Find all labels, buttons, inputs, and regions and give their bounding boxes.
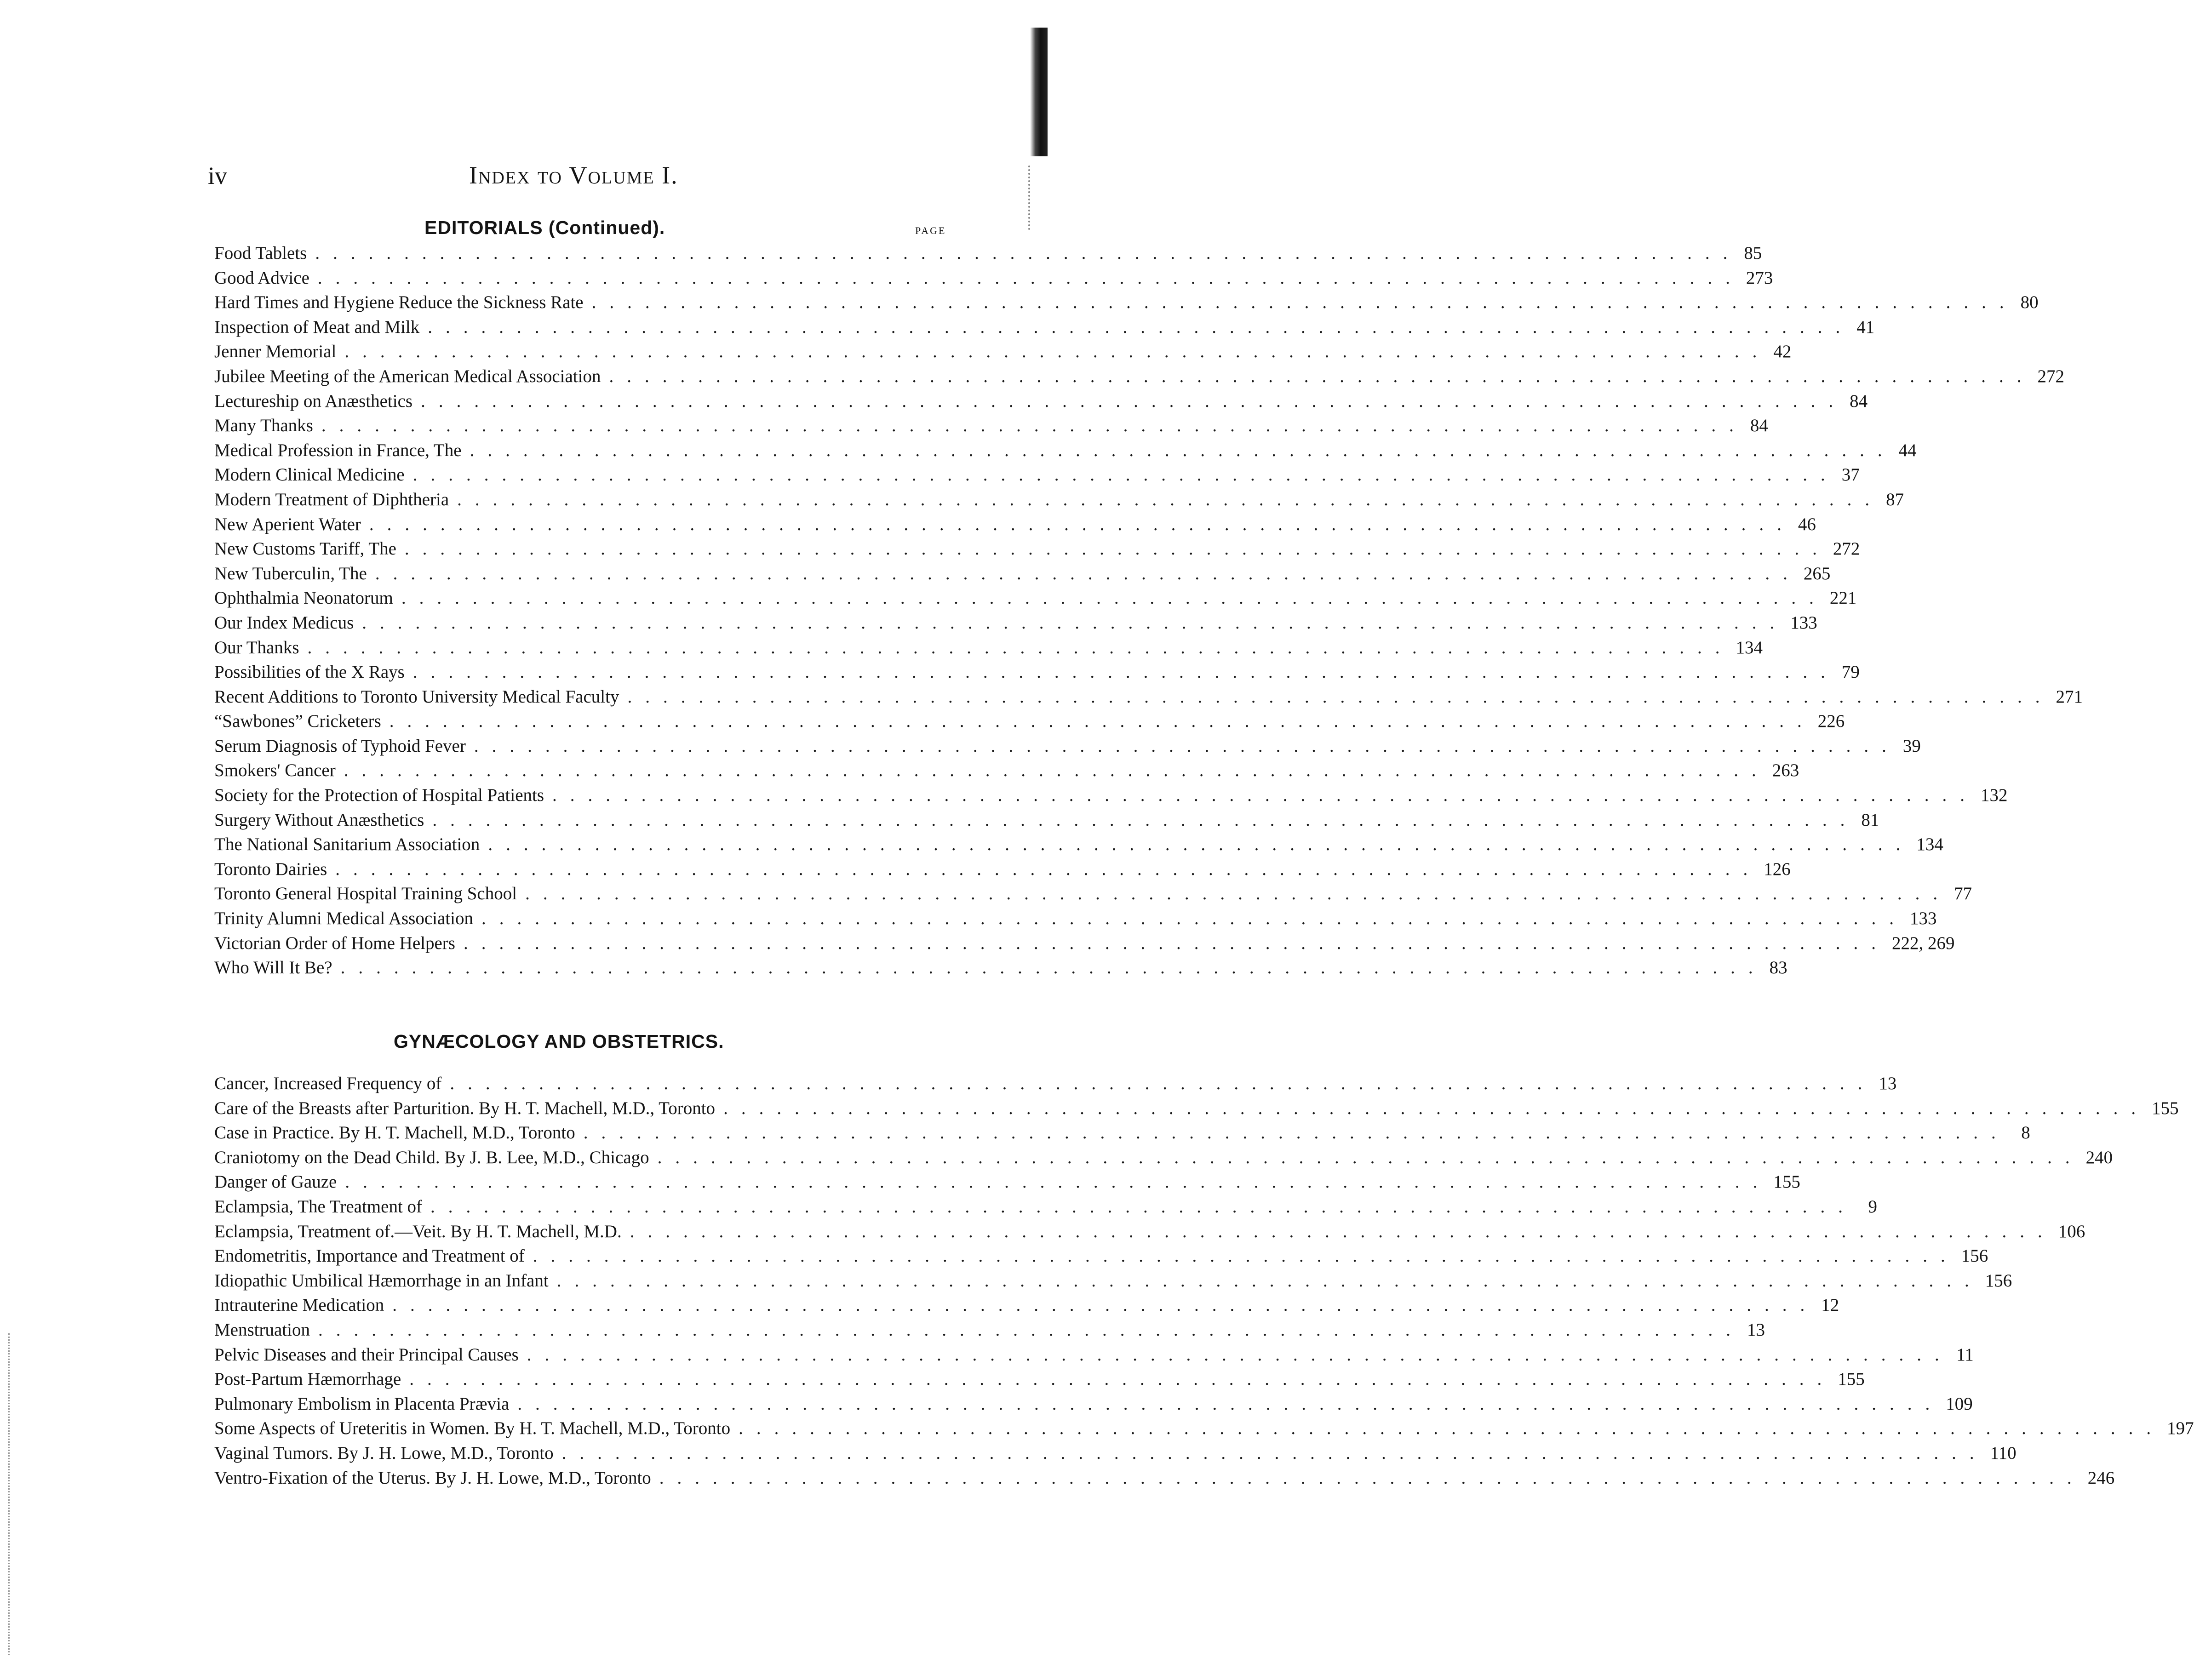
index-entry: [214, 857, 1791, 882]
entry-title: Pulmonary Embolism in Placenta Prævia: [214, 1394, 510, 1414]
dot-leader: ................................................................................: [404, 539, 1830, 559]
entry-page-number: 44: [1898, 440, 1917, 460]
entry-title: Post-Partum Hæmorrhage: [214, 1369, 401, 1389]
index-entry: [214, 955, 1787, 980]
entry-page-number: 246: [2087, 1468, 2115, 1488]
dot-leader: ................................................................................: [627, 686, 2053, 707]
entry-title: Cancer, Increased Frequency of: [214, 1074, 442, 1093]
entry-title: Eclampsia, The Treatment of: [214, 1196, 423, 1217]
dot-leader: ................................................................................: [450, 1074, 1876, 1093]
entry-title: Our Index Medicus: [214, 612, 354, 633]
index-entry: [214, 1343, 1974, 1367]
dot-leader: ................................................................................: [657, 1147, 2083, 1167]
entry-title: Who Will It Be?: [214, 958, 332, 978]
scan-edge-specks: [1028, 166, 1041, 230]
dot-leader: ................................................................................: [389, 711, 1815, 731]
dot-leader: ................................................................................: [481, 909, 1907, 929]
dot-leader: ................................................................................: [392, 1295, 1818, 1315]
index-entry: [214, 586, 1857, 611]
index-entry: [214, 1416, 2194, 1441]
entry-title: Vaginal Tumors. By J. H. Lowe, M.D., Toronto: [214, 1443, 554, 1463]
entry-page-number: 11: [1956, 1344, 1974, 1365]
index-entry: [214, 1293, 1839, 1318]
entry-title: Jubilee Meeting of the American Medical Association: [214, 366, 601, 386]
entry-title: New Tuberculin, The: [214, 563, 367, 583]
dot-leader: ................................................................................: [552, 785, 1978, 806]
entry-title: Surgery Without Anæsthetics: [214, 810, 424, 830]
entry-title: “Sawbones” Cricketers: [214, 711, 381, 731]
entry-page-number: 84: [1850, 391, 1868, 411]
index-entry: [214, 389, 1868, 414]
entry-title: Possibilities of the X Rays: [214, 662, 405, 682]
dot-leader: ................................................................................: [525, 884, 1951, 904]
index-entry: [214, 413, 1768, 438]
entry-page-number: 265: [1803, 563, 1831, 583]
dot-leader: ................................................................................: [315, 243, 1741, 263]
dot-leader: ................................................................................: [527, 1344, 1953, 1365]
entry-page-number: 155: [1773, 1172, 1800, 1192]
entry-page-number: 197: [2167, 1418, 2194, 1439]
entry-page-number: 240: [2085, 1147, 2113, 1167]
index-entry: [214, 734, 1921, 759]
index-entry: [214, 1096, 2179, 1121]
entry-title: Jenner Memorial: [214, 342, 337, 362]
dot-leader: ................................................................................: [340, 958, 1766, 978]
entry-title: Many Thanks: [214, 416, 313, 436]
index-entry: [214, 881, 1972, 906]
dot-leader: ................................................................................: [369, 514, 1795, 534]
scan-margin-specks: [8, 1333, 23, 1655]
index-entry: [214, 758, 1799, 783]
entry-title: Care of the Breasts after Parturition. By H. T. Machell, M.D., Toronto: [214, 1098, 716, 1118]
entry-page-number: 85: [1744, 243, 1762, 263]
index-entry: [214, 1194, 1878, 1219]
dot-leader: ................................................................................: [630, 1221, 2056, 1241]
entry-page-number: 39: [1902, 736, 1921, 756]
entry-page-number: 13: [1747, 1320, 1765, 1340]
entry-page-number: 272: [2037, 366, 2064, 386]
scan-edge-mark: [1030, 28, 1048, 156]
index-entry: [214, 1145, 2113, 1170]
entry-title: Craniotomy on the Dead Child. By J. B. Lee, M.D., Chicago: [214, 1147, 649, 1167]
gynaecology-entry-list: [214, 1071, 2194, 1490]
entry-page-number: 263: [1772, 760, 1799, 781]
dot-leader: ................................................................................: [470, 440, 1896, 460]
dot-leader: ................................................................................: [463, 933, 1889, 953]
index-entry: [214, 1466, 2115, 1491]
dot-leader: ................................................................................: [321, 416, 1747, 436]
entry-title: Recent Additions to Toronto University Medical Faculty: [214, 686, 619, 707]
dot-leader: ................................................................................: [412, 465, 1839, 485]
entry-page-number: 226: [1817, 711, 1845, 731]
entry-page-number: 81: [1861, 810, 1879, 830]
entry-page-number: 8: [2021, 1123, 2030, 1143]
dot-leader: ................................................................................: [375, 563, 1801, 583]
index-entry: [214, 1392, 1973, 1417]
index-entry: [214, 315, 1875, 340]
index-entry: [214, 709, 1845, 734]
entry-page-number: 37: [1841, 465, 1860, 485]
entry-page-number: 106: [2058, 1221, 2085, 1241]
entry-page-number: 126: [1764, 859, 1791, 879]
index-entry: [214, 1244, 1988, 1269]
entry-title: Ophthalmia Neonatorum: [214, 588, 393, 608]
entry-title: Our Thanks: [214, 637, 299, 657]
entry-title: New Customs Tariff, The: [214, 539, 396, 559]
dot-leader: ................................................................................: [533, 1246, 1959, 1266]
entry-title: Medical Profession in France, The: [214, 440, 462, 460]
index-entry: [214, 832, 1943, 857]
entry-page-number: 221: [1829, 588, 1857, 608]
dot-leader: ................................................................................: [583, 1123, 2009, 1143]
index-entry: [214, 1441, 2016, 1466]
dot-leader: ................................................................................: [488, 834, 1914, 855]
entry-title: Food Tablets: [214, 243, 307, 263]
entry-title: Serum Diagnosis of Typhoid Fever: [214, 736, 466, 756]
index-entry: [214, 487, 1904, 512]
index-entry: [214, 339, 1792, 364]
entry-page-number: 155: [1838, 1369, 1865, 1389]
index-entry: [214, 1318, 1765, 1343]
entry-page-number: 42: [1773, 342, 1792, 362]
dot-leader: ................................................................................: [432, 810, 1858, 830]
entry-title: Good Advice: [214, 268, 309, 288]
index-entry: [214, 241, 1762, 266]
index-entry: [214, 512, 1816, 537]
entry-page-number: 41: [1856, 317, 1875, 337]
index-entry: [214, 1269, 2012, 1293]
index-entry: [214, 931, 1955, 956]
dot-leader: ................................................................................: [556, 1270, 1982, 1291]
entry-title: Ventro-Fixation of the Uterus. By J. H. Lowe, M.D., Toronto: [214, 1468, 651, 1488]
entry-page-number: 272: [1833, 539, 1860, 559]
index-entry: [214, 685, 2083, 709]
entry-title: Smokers' Cancer: [214, 760, 336, 781]
dot-leader: ................................................................................: [345, 1172, 1771, 1192]
entry-page-number: 273: [1746, 268, 1773, 288]
entry-page-number: 12: [1821, 1295, 1839, 1315]
running-title: Index to Volume I.: [469, 161, 678, 189]
entry-title: Danger of Gauze: [214, 1172, 337, 1192]
index-entry: [214, 808, 1879, 833]
entry-title: Idiopathic Umbilical Hæmorrhage in an Infant: [214, 1270, 549, 1291]
dot-leader: ................................................................................: [723, 1098, 2149, 1118]
dot-leader: ................................................................................: [659, 1468, 2085, 1488]
entry-page-number: 133: [1910, 909, 1937, 929]
entry-title: Victorian Order of Home Helpers: [214, 933, 455, 953]
entry-title: Case in Practice. By H. T. Machell, M.D., Toronto: [214, 1123, 575, 1143]
dot-leader: ................................................................................: [412, 662, 1839, 682]
entry-title: Modern Treatment of Diphtheria: [214, 489, 449, 509]
index-entry: [214, 1120, 2030, 1145]
entry-page-number: 110: [1990, 1443, 2016, 1463]
index-entry: [214, 266, 1773, 291]
section-heading-gynaecology: GYNÆCOLOGY AND OBSTETRICS.: [394, 1031, 724, 1052]
entry-page-number: 222, 269: [1891, 933, 1955, 953]
entry-page-number: 13: [1879, 1074, 1897, 1093]
dot-leader: ................................................................................: [317, 268, 1743, 288]
editorials-entry-list: [214, 241, 2083, 980]
entry-page-number: 80: [2020, 292, 2039, 313]
dot-leader: ................................................................................: [335, 859, 1761, 879]
index-entry: [214, 635, 1763, 660]
entry-title: Modern Clinical Medicine: [214, 465, 405, 485]
dot-leader: ................................................................................: [344, 342, 1770, 362]
entry-title: Toronto General Hospital Training School: [214, 884, 517, 904]
entry-page-number: 132: [1981, 785, 2008, 806]
dot-leader: ................................................................................: [318, 1320, 1744, 1340]
index-entry: [214, 783, 2008, 808]
entry-page-number: 134: [1916, 834, 1943, 855]
entry-title: Lectureship on Anæsthetics: [214, 391, 413, 411]
dot-leader: ................................................................................: [517, 1394, 1943, 1414]
index-entry: [214, 561, 1831, 586]
entry-page-number: 271: [2056, 686, 2083, 707]
index-entry: [214, 463, 1860, 487]
dot-leader: ................................................................................: [739, 1418, 2165, 1439]
entry-title: Society for the Protection of Hospital Patients: [214, 785, 544, 806]
entry-page-number: 77: [1954, 884, 1972, 904]
index-entry: [214, 611, 1817, 635]
entry-page-number: 79: [1841, 662, 1860, 682]
entry-title: The National Sanitarium Association: [214, 834, 480, 855]
dot-leader: ................................................................................: [344, 760, 1770, 781]
entry-page-number: 134: [1736, 637, 1763, 657]
entry-page-number: 155: [2152, 1098, 2179, 1118]
index-entry: [214, 438, 1917, 463]
dot-leader: ................................................................................: [474, 736, 1900, 756]
entry-title: Pelvic Diseases and their Principal Causes: [214, 1344, 519, 1365]
dot-leader: ................................................................................: [362, 612, 1788, 633]
index-entry: [214, 290, 2039, 315]
dot-leader: ................................................................................: [428, 317, 1854, 337]
entry-page-number: 9: [1868, 1196, 1878, 1217]
dot-leader: ................................................................................: [307, 637, 1733, 657]
entry-title: Menstruation: [214, 1320, 310, 1340]
entry-page-number: 83: [1769, 958, 1787, 978]
index-entry: [214, 1071, 1897, 1096]
entry-title: Eclampsia, Treatment of.—Veit. By H. T. Machell, M.D.: [214, 1221, 622, 1241]
entry-title: Some Aspects of Ureteritis in Women. By H. T. Machell, M.D., Toronto: [214, 1418, 731, 1439]
dot-leader: ................................................................................: [409, 1369, 1835, 1389]
index-entry: [214, 1367, 1865, 1392]
page-number: iv: [208, 162, 228, 189]
entry-title: Hard Times and Hygiene Reduce the Sickness Rate: [214, 292, 584, 313]
dot-leader: ................................................................................: [561, 1443, 1988, 1463]
index-entry: [214, 660, 1860, 685]
dot-leader: ................................................................................: [591, 292, 2017, 313]
entry-page-number: 84: [1750, 416, 1768, 436]
entry-page-number: 87: [1886, 489, 1904, 509]
index-entry: [214, 537, 1860, 561]
entry-title: Endometritis, Importance and Treatment of: [214, 1246, 525, 1266]
index-entry: [214, 1219, 2085, 1244]
entry-page-number: 156: [1985, 1270, 2012, 1291]
index-entry: [214, 1170, 1800, 1194]
dot-leader: ................................................................................: [609, 366, 2035, 386]
entry-page-number: 46: [1798, 514, 1816, 534]
entry-page-number: 133: [1790, 612, 1817, 633]
dot-leader: ................................................................................: [457, 489, 1883, 509]
entry-title: New Aperient Water: [214, 514, 361, 534]
index-entry: [214, 364, 2064, 389]
dot-leader: ................................................................................: [421, 391, 1847, 411]
entry-page-number: 156: [1961, 1246, 1988, 1266]
entry-title: Inspection of Meat and Milk: [214, 317, 420, 337]
section-heading-editorials: EDITORIALS (Continued).: [424, 217, 665, 238]
entry-title: Toronto Dairies: [214, 859, 327, 879]
entry-page-number: 109: [1946, 1394, 1973, 1414]
entry-title: Intrauterine Medication: [214, 1295, 384, 1315]
entry-title: Trinity Alumni Medical Association: [214, 909, 473, 929]
dot-leader: ................................................................................: [430, 1196, 1856, 1217]
dot-leader: ................................................................................: [401, 588, 1827, 608]
page-column-label: PAGE: [915, 225, 946, 236]
index-entry: [214, 906, 1937, 931]
